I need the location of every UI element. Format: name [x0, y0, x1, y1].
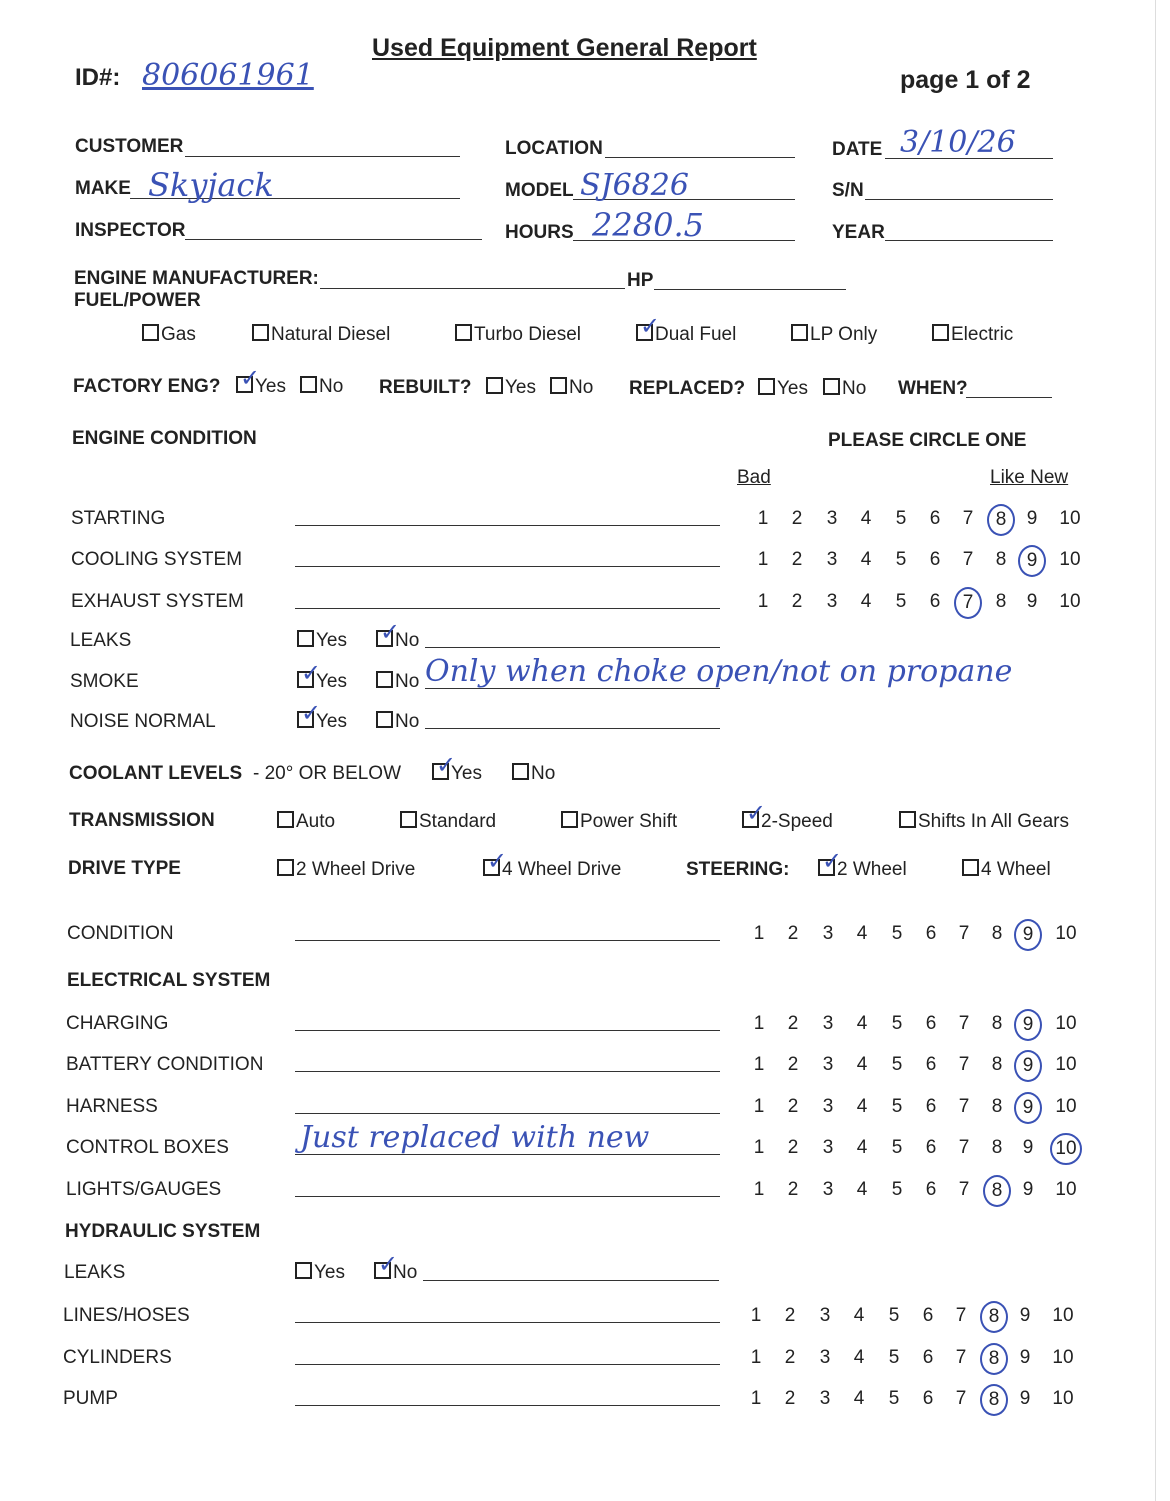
checkbox-icon[interactable]: [818, 859, 835, 876]
rating-2[interactable]: 2: [787, 1179, 799, 1200]
rating-10[interactable]: 10: [1052, 1347, 1074, 1368]
checkbox-icon[interactable]: [376, 630, 393, 647]
checkbox-label: 4 Wheel: [981, 859, 1051, 880]
checkbox-icon[interactable]: [297, 671, 314, 688]
note-line[interactable]: [425, 647, 720, 648]
checkbox-icon[interactable]: [455, 324, 472, 341]
rating-3[interactable]: 3: [822, 1137, 834, 1158]
report-title: Used Equipment General Report: [372, 34, 757, 62]
checkbox-label: 2 Wheel: [837, 859, 907, 880]
checkbox-label: Dual Fuel: [655, 324, 737, 345]
rating-3[interactable]: 3: [819, 1305, 831, 1326]
rating-3[interactable]: 3: [826, 508, 838, 529]
rating-9-selected[interactable]: 9: [1018, 545, 1046, 577]
rating-2[interactable]: 2: [787, 923, 799, 944]
rating-2[interactable]: 2: [784, 1347, 796, 1368]
fuel-option[interactable]: [932, 324, 1013, 346]
checkbox-label: Yes: [316, 630, 347, 651]
rating-4[interactable]: 4: [853, 1305, 865, 1326]
note-line[interactable]: [423, 1280, 719, 1281]
make-field[interactable]: Skyjack: [148, 166, 274, 204]
condition-line[interactable]: [295, 940, 720, 941]
rating-6[interactable]: 6: [922, 1388, 934, 1409]
checkbox-icon[interactable]: [376, 671, 393, 688]
checkbox-label: LP Only: [810, 324, 878, 345]
steering-label: STEERING:: [686, 859, 790, 880]
rating-4[interactable]: 4: [856, 1096, 868, 1117]
page-indicator: page 1 of 2: [900, 66, 1031, 94]
rating-3[interactable]: 3: [819, 1388, 831, 1409]
checkbox-label: No: [395, 630, 420, 651]
rating-2[interactable]: 2: [784, 1305, 796, 1326]
rating-7[interactable]: 7: [962, 508, 974, 529]
electrical-rating-0-line[interactable]: [295, 1030, 720, 1031]
scan-edge: [1155, 0, 1170, 1501]
checkbox-icon[interactable]: [823, 378, 840, 395]
rating-10[interactable]: 10: [1052, 1305, 1074, 1326]
when-field[interactable]: [966, 397, 1052, 398]
checkbox-icon[interactable]: [295, 1262, 312, 1279]
rating-5[interactable]: 5: [895, 591, 907, 612]
rating-7-selected[interactable]: 7: [954, 587, 982, 619]
checkbox-label: 2 Wheel Drive: [296, 859, 416, 880]
drive-option[interactable]: [483, 859, 621, 881]
rating-3[interactable]: 3: [826, 591, 838, 612]
hydraulic-heading: HYDRAULIC SYSTEM: [65, 1221, 261, 1242]
checkbox-icon[interactable]: [483, 859, 500, 876]
electrical-rating-1-label: BATTERY CONDITION: [66, 1054, 264, 1075]
rating-10[interactable]: 10: [1059, 508, 1081, 529]
scale-bad-label: Bad: [737, 467, 771, 488]
steering-option[interactable]: [818, 859, 907, 881]
checkbox-icon[interactable]: [277, 859, 294, 876]
rating-3[interactable]: 3: [822, 923, 834, 944]
checkbox-label: 2-Speed: [761, 811, 833, 832]
checkbox-label: Electric: [951, 324, 1014, 345]
rating-7[interactable]: 7: [958, 923, 970, 944]
electrical-rating-3-note[interactable]: Just replaced with new: [300, 1120, 650, 1155]
rating-8[interactable]: 8: [991, 1137, 1003, 1158]
rating-8-selected[interactable]: 8: [980, 1343, 1008, 1375]
rating-6[interactable]: 6: [929, 549, 941, 570]
rating-10[interactable]: 10: [1059, 549, 1081, 570]
rating-1[interactable]: 1: [757, 591, 769, 612]
engine-manufacturer-label: ENGINE MANUFACTURER:: [74, 268, 319, 289]
checkbox-label: 4 Wheel Drive: [502, 859, 622, 880]
fuel-option[interactable]: [791, 324, 877, 346]
transmission-option[interactable]: [899, 811, 1069, 833]
coolant-label: COOLANT LEVELS: [69, 763, 243, 784]
checkbox-label: No: [393, 1262, 418, 1283]
rating-10[interactable]: 10: [1055, 923, 1077, 944]
rating-10[interactable]: 10: [1055, 1054, 1077, 1075]
rating-9[interactable]: 9: [1026, 508, 1038, 529]
coolant-no[interactable]: [512, 763, 555, 785]
engine-smoke-label: SMOKE: [70, 671, 139, 692]
checkbox-icon[interactable]: [300, 376, 317, 393]
date-field[interactable]: 3/10/26: [900, 125, 1016, 160]
rating-5[interactable]: 5: [888, 1347, 900, 1368]
factory-eng-label: FACTORY ENG?: [73, 376, 221, 397]
checkbox-label: Turbo Diesel: [474, 324, 582, 345]
checkbox-label: Yes: [451, 763, 482, 784]
rebuilt-no[interactable]: [550, 377, 593, 399]
checkbox-icon[interactable]: [277, 811, 294, 828]
rating-2[interactable]: 2: [787, 1096, 799, 1117]
transmission-option[interactable]: [742, 811, 833, 833]
rating-6[interactable]: 6: [925, 1013, 937, 1034]
rating-1[interactable]: 1: [753, 1137, 765, 1158]
checkbox-icon[interactable]: [432, 763, 449, 780]
checkbox-label: No: [569, 377, 594, 398]
rating-1[interactable]: 1: [757, 508, 769, 529]
no-option[interactable]: [376, 711, 419, 733]
checkbox-label: No: [531, 763, 556, 784]
hydraulic-rating-1-label: CYLINDERS: [63, 1347, 172, 1368]
checkbox-icon[interactable]: [142, 324, 159, 341]
rating-3[interactable]: 3: [826, 549, 838, 570]
hydraulic-leaks-no[interactable]: [374, 1262, 417, 1284]
rating-2[interactable]: 2: [787, 1137, 799, 1158]
rating-10[interactable]: 10: [1055, 1179, 1077, 1200]
engine-noise-normal-label: NOISE NORMAL: [70, 711, 216, 732]
transmission-option[interactable]: [561, 811, 677, 833]
rating-7[interactable]: 7: [962, 549, 974, 570]
replaced-yes[interactable]: [758, 378, 808, 400]
coolant-yes[interactable]: [432, 763, 482, 785]
drive-type-label: DRIVE TYPE: [68, 858, 181, 879]
transmission-label: TRANSMISSION: [69, 810, 215, 831]
when-label: WHEN?: [898, 378, 968, 399]
checkbox-icon[interactable]: [486, 377, 503, 394]
checkbox-icon[interactable]: [297, 711, 314, 728]
checkbox-icon[interactable]: [376, 711, 393, 728]
rating-8[interactable]: 8: [995, 549, 1007, 570]
circle-one-label: PLEASE CIRCLE ONE: [828, 430, 1027, 451]
rating-6[interactable]: 6: [925, 1054, 937, 1075]
year-label: YEAR: [832, 222, 885, 243]
electrical-rating-1-line[interactable]: [295, 1071, 720, 1072]
rating-9[interactable]: 9: [1022, 1137, 1034, 1158]
rating-4[interactable]: 4: [860, 591, 872, 612]
rating-8-selected[interactable]: 8: [983, 1175, 1011, 1207]
rating-2[interactable]: 2: [791, 508, 803, 529]
rating-6[interactable]: 6: [925, 923, 937, 944]
fuel-power-label: FUEL/POWER: [74, 290, 201, 311]
hours-field[interactable]: 2280.5: [592, 206, 704, 244]
rating-5[interactable]: 5: [895, 549, 907, 570]
rating-1[interactable]: 1: [753, 1179, 765, 1200]
checkbox-icon[interactable]: [791, 324, 808, 341]
yes-option[interactable]: [297, 671, 347, 693]
rating-5[interactable]: 5: [891, 1054, 903, 1075]
rebuilt-yes[interactable]: [486, 377, 536, 399]
rating-6[interactable]: 6: [929, 508, 941, 529]
rating-9[interactable]: 9: [1022, 1179, 1034, 1200]
rating-6[interactable]: 6: [929, 591, 941, 612]
rating-8[interactable]: 8: [991, 1013, 1003, 1034]
rating-5[interactable]: 5: [888, 1305, 900, 1326]
rating-8[interactable]: 8: [991, 1054, 1003, 1075]
rating-5[interactable]: 5: [891, 923, 903, 944]
rating-2[interactable]: 2: [787, 1013, 799, 1034]
transmission-option[interactable]: [277, 811, 335, 833]
checkbox-icon[interactable]: [932, 324, 949, 341]
model-label: MODEL: [505, 180, 574, 201]
rating-3[interactable]: 3: [822, 1096, 834, 1117]
rating-1[interactable]: 1: [753, 1054, 765, 1075]
fuel-option[interactable]: [636, 324, 736, 346]
location-label: LOCATION: [505, 138, 603, 159]
rating-3[interactable]: 3: [822, 1013, 834, 1034]
electrical-rating-4-label: LIGHTS/GAUGES: [66, 1179, 222, 1200]
rating-9[interactable]: 9: [1019, 1305, 1031, 1326]
rating-7[interactable]: 7: [958, 1013, 970, 1034]
checkbox-label: No: [319, 376, 344, 397]
scale-like-new-label: Like New: [990, 467, 1069, 488]
rating-10[interactable]: 10: [1055, 1013, 1077, 1034]
date-label: DATE: [832, 139, 883, 160]
rating-7[interactable]: 7: [958, 1179, 970, 1200]
rating-4[interactable]: 4: [860, 508, 872, 529]
rating-7[interactable]: 7: [958, 1054, 970, 1075]
rating-9-selected[interactable]: 9: [1014, 1092, 1042, 1124]
checkbox-icon[interactable]: [636, 324, 653, 341]
no-option[interactable]: [376, 630, 419, 652]
hydraulic-rating-1-line[interactable]: [295, 1364, 720, 1365]
rating-1[interactable]: 1: [750, 1388, 762, 1409]
rating-1[interactable]: 1: [753, 923, 765, 944]
rating-8-selected[interactable]: 8: [980, 1301, 1008, 1333]
yes-option[interactable]: [297, 711, 347, 733]
checkbox-icon[interactable]: [374, 1262, 391, 1279]
engine-rating-0-label: STARTING: [71, 508, 166, 529]
factory-eng-yes[interactable]: [236, 376, 286, 398]
rating-6[interactable]: 6: [925, 1137, 937, 1158]
rating-10[interactable]: 10: [1052, 1388, 1074, 1409]
rating-6[interactable]: 6: [925, 1096, 937, 1117]
sn-label: S/N: [832, 180, 864, 201]
engine-rating-2-line[interactable]: [295, 608, 720, 609]
rating-8-selected[interactable]: 8: [987, 504, 1015, 536]
rating-7[interactable]: 7: [955, 1347, 967, 1368]
condition-label: CONDITION: [67, 923, 174, 944]
inspector-label: INSPECTOR: [75, 220, 186, 241]
checkbox-icon[interactable]: [561, 811, 578, 828]
rating-1[interactable]: 1: [753, 1013, 765, 1034]
make-label: MAKE: [75, 178, 131, 199]
rating-7[interactable]: 7: [958, 1137, 970, 1158]
no-option[interactable]: [376, 671, 419, 693]
hydraulic-leaks-yes[interactable]: [295, 1262, 345, 1284]
checkbox-label: Power Shift: [580, 811, 678, 832]
fuel-option[interactable]: [455, 324, 581, 346]
hours-label: HOURS: [505, 222, 574, 243]
drive-option[interactable]: [277, 859, 415, 881]
rating-6[interactable]: 6: [922, 1347, 934, 1368]
engine-rating-1-label: COOLING SYSTEM: [71, 549, 243, 570]
rating-5[interactable]: 5: [895, 508, 907, 529]
checkbox-label: Standard: [419, 811, 497, 832]
engine-note[interactable]: Only when choke open/not on propane: [425, 654, 1013, 689]
checkbox-label: No: [842, 378, 867, 399]
rating-1[interactable]: 1: [750, 1305, 762, 1326]
checkbox-icon[interactable]: [400, 811, 417, 828]
rating-4[interactable]: 4: [856, 923, 868, 944]
rating-10[interactable]: 10: [1059, 591, 1081, 612]
engine-rating-0-line[interactable]: [295, 525, 720, 526]
engine-condition-heading: ENGINE CONDITION: [72, 428, 257, 449]
rating-1[interactable]: 1: [750, 1347, 762, 1368]
rating-6[interactable]: 6: [922, 1305, 934, 1326]
checkbox-icon[interactable]: [252, 324, 269, 341]
rating-10[interactable]: 10: [1055, 1096, 1077, 1117]
rating-8[interactable]: 8: [991, 923, 1003, 944]
checkbox-label: Yes: [314, 1262, 345, 1283]
engine-leaks-label: LEAKS: [70, 630, 132, 651]
rating-2[interactable]: 2: [791, 549, 803, 570]
rating-4[interactable]: 4: [856, 1137, 868, 1158]
hydraulic-rating-0-line[interactable]: [295, 1322, 720, 1323]
replaced-label: REPLACED?: [629, 378, 746, 399]
electrical-rating-4-line[interactable]: [295, 1196, 720, 1197]
electrical-rating-0-label: CHARGING: [66, 1013, 169, 1034]
id-value[interactable]: 806061961: [142, 58, 314, 93]
checkbox-icon[interactable]: [899, 811, 916, 828]
checkbox-icon[interactable]: [550, 377, 567, 394]
checkbox-label: Yes: [316, 711, 347, 732]
customer-label: CUSTOMER: [75, 136, 184, 157]
checkbox-label: Yes: [777, 378, 808, 399]
rating-1[interactable]: 1: [757, 549, 769, 570]
yes-option[interactable]: [297, 630, 347, 652]
rebuilt-label: REBUILT?: [379, 377, 472, 398]
rating-4[interactable]: 4: [860, 549, 872, 570]
rating-6[interactable]: 6: [925, 1179, 937, 1200]
electrical-rating-2-label: HARNESS: [66, 1096, 158, 1117]
rating-8[interactable]: 8: [995, 591, 1007, 612]
rating-5[interactable]: 5: [891, 1179, 903, 1200]
electrical-rating-3-label: CONTROL BOXES: [66, 1137, 229, 1158]
rating-4[interactable]: 4: [856, 1054, 868, 1075]
hydraulic-leaks-label: LEAKS: [64, 1262, 126, 1283]
rating-4[interactable]: 4: [853, 1388, 865, 1409]
checkbox-icon[interactable]: [758, 378, 775, 395]
hp-label: HP: [627, 270, 654, 291]
rating-7[interactable]: 7: [958, 1096, 970, 1117]
checkbox-label: No: [395, 711, 420, 732]
rating-5[interactable]: 5: [891, 1096, 903, 1117]
rating-5[interactable]: 5: [888, 1388, 900, 1409]
rating-4[interactable]: 4: [856, 1013, 868, 1034]
fuel-option[interactable]: [142, 324, 196, 346]
hydraulic-rating-0-label: LINES/HOSES: [63, 1305, 190, 1326]
checkbox-icon[interactable]: [742, 811, 759, 828]
rating-5[interactable]: 5: [891, 1137, 903, 1158]
checkbox-label: Gas: [161, 324, 196, 345]
checkbox-label: Yes: [255, 376, 286, 397]
factory-eng-no[interactable]: [300, 376, 343, 398]
rating-1[interactable]: 1: [753, 1096, 765, 1117]
rating-8-selected[interactable]: 8: [980, 1384, 1008, 1416]
checkbox-label: Shifts In All Gears: [918, 811, 1070, 832]
rating-9-selected[interactable]: 9: [1014, 1050, 1042, 1082]
model-field[interactable]: SJ6826: [580, 168, 689, 203]
hydraulic-rating-2-line[interactable]: [295, 1405, 720, 1406]
steering-option[interactable]: [962, 859, 1051, 881]
rating-2[interactable]: 2: [787, 1054, 799, 1075]
checkbox-icon[interactable]: [962, 859, 979, 876]
checkbox-label: Natural Diesel: [271, 324, 391, 345]
engine-rating-1-line[interactable]: [295, 566, 720, 567]
rating-3[interactable]: 3: [819, 1347, 831, 1368]
transmission-option[interactable]: [400, 811, 496, 833]
rating-9-selected[interactable]: 9: [1014, 1009, 1042, 1041]
checkbox-label: No: [395, 671, 420, 692]
hydraulic-rating-2-label: PUMP: [63, 1388, 118, 1409]
checkbox-label: Yes: [505, 377, 536, 398]
rating-7[interactable]: 7: [955, 1388, 967, 1409]
checkbox-label: Auto: [296, 811, 336, 832]
rating-2[interactable]: 2: [791, 591, 803, 612]
rating-3[interactable]: 3: [822, 1179, 834, 1200]
rating-7[interactable]: 7: [955, 1305, 967, 1326]
rating-9[interactable]: 9: [1019, 1388, 1031, 1409]
id-label: ID#:: [75, 64, 121, 91]
rating-2[interactable]: 2: [784, 1388, 796, 1409]
rating-10-selected[interactable]: 10: [1050, 1133, 1082, 1165]
rating-4[interactable]: 4: [856, 1179, 868, 1200]
rating-9-selected[interactable]: 9: [1014, 919, 1042, 951]
rating-9[interactable]: 9: [1026, 591, 1038, 612]
fuel-option[interactable]: [252, 324, 390, 346]
checkbox-icon[interactable]: [236, 376, 253, 393]
checkbox-label: Yes: [316, 671, 347, 692]
rating-8[interactable]: 8: [991, 1096, 1003, 1117]
replaced-no[interactable]: [823, 378, 866, 400]
rating-4[interactable]: 4: [853, 1347, 865, 1368]
electrical-heading: ELECTRICAL SYSTEM: [67, 970, 271, 991]
checkbox-icon[interactable]: [297, 630, 314, 647]
note-line[interactable]: [425, 728, 720, 729]
engine-rating-2-label: EXHAUST SYSTEM: [71, 591, 244, 612]
rating-5[interactable]: 5: [891, 1013, 903, 1034]
electrical-rating-2-line[interactable]: [295, 1113, 720, 1114]
coolant-sub-label: - 20° OR BELOW: [253, 763, 402, 784]
checkbox-icon[interactable]: [512, 763, 529, 780]
rating-3[interactable]: 3: [822, 1054, 834, 1075]
rating-9[interactable]: 9: [1019, 1347, 1031, 1368]
